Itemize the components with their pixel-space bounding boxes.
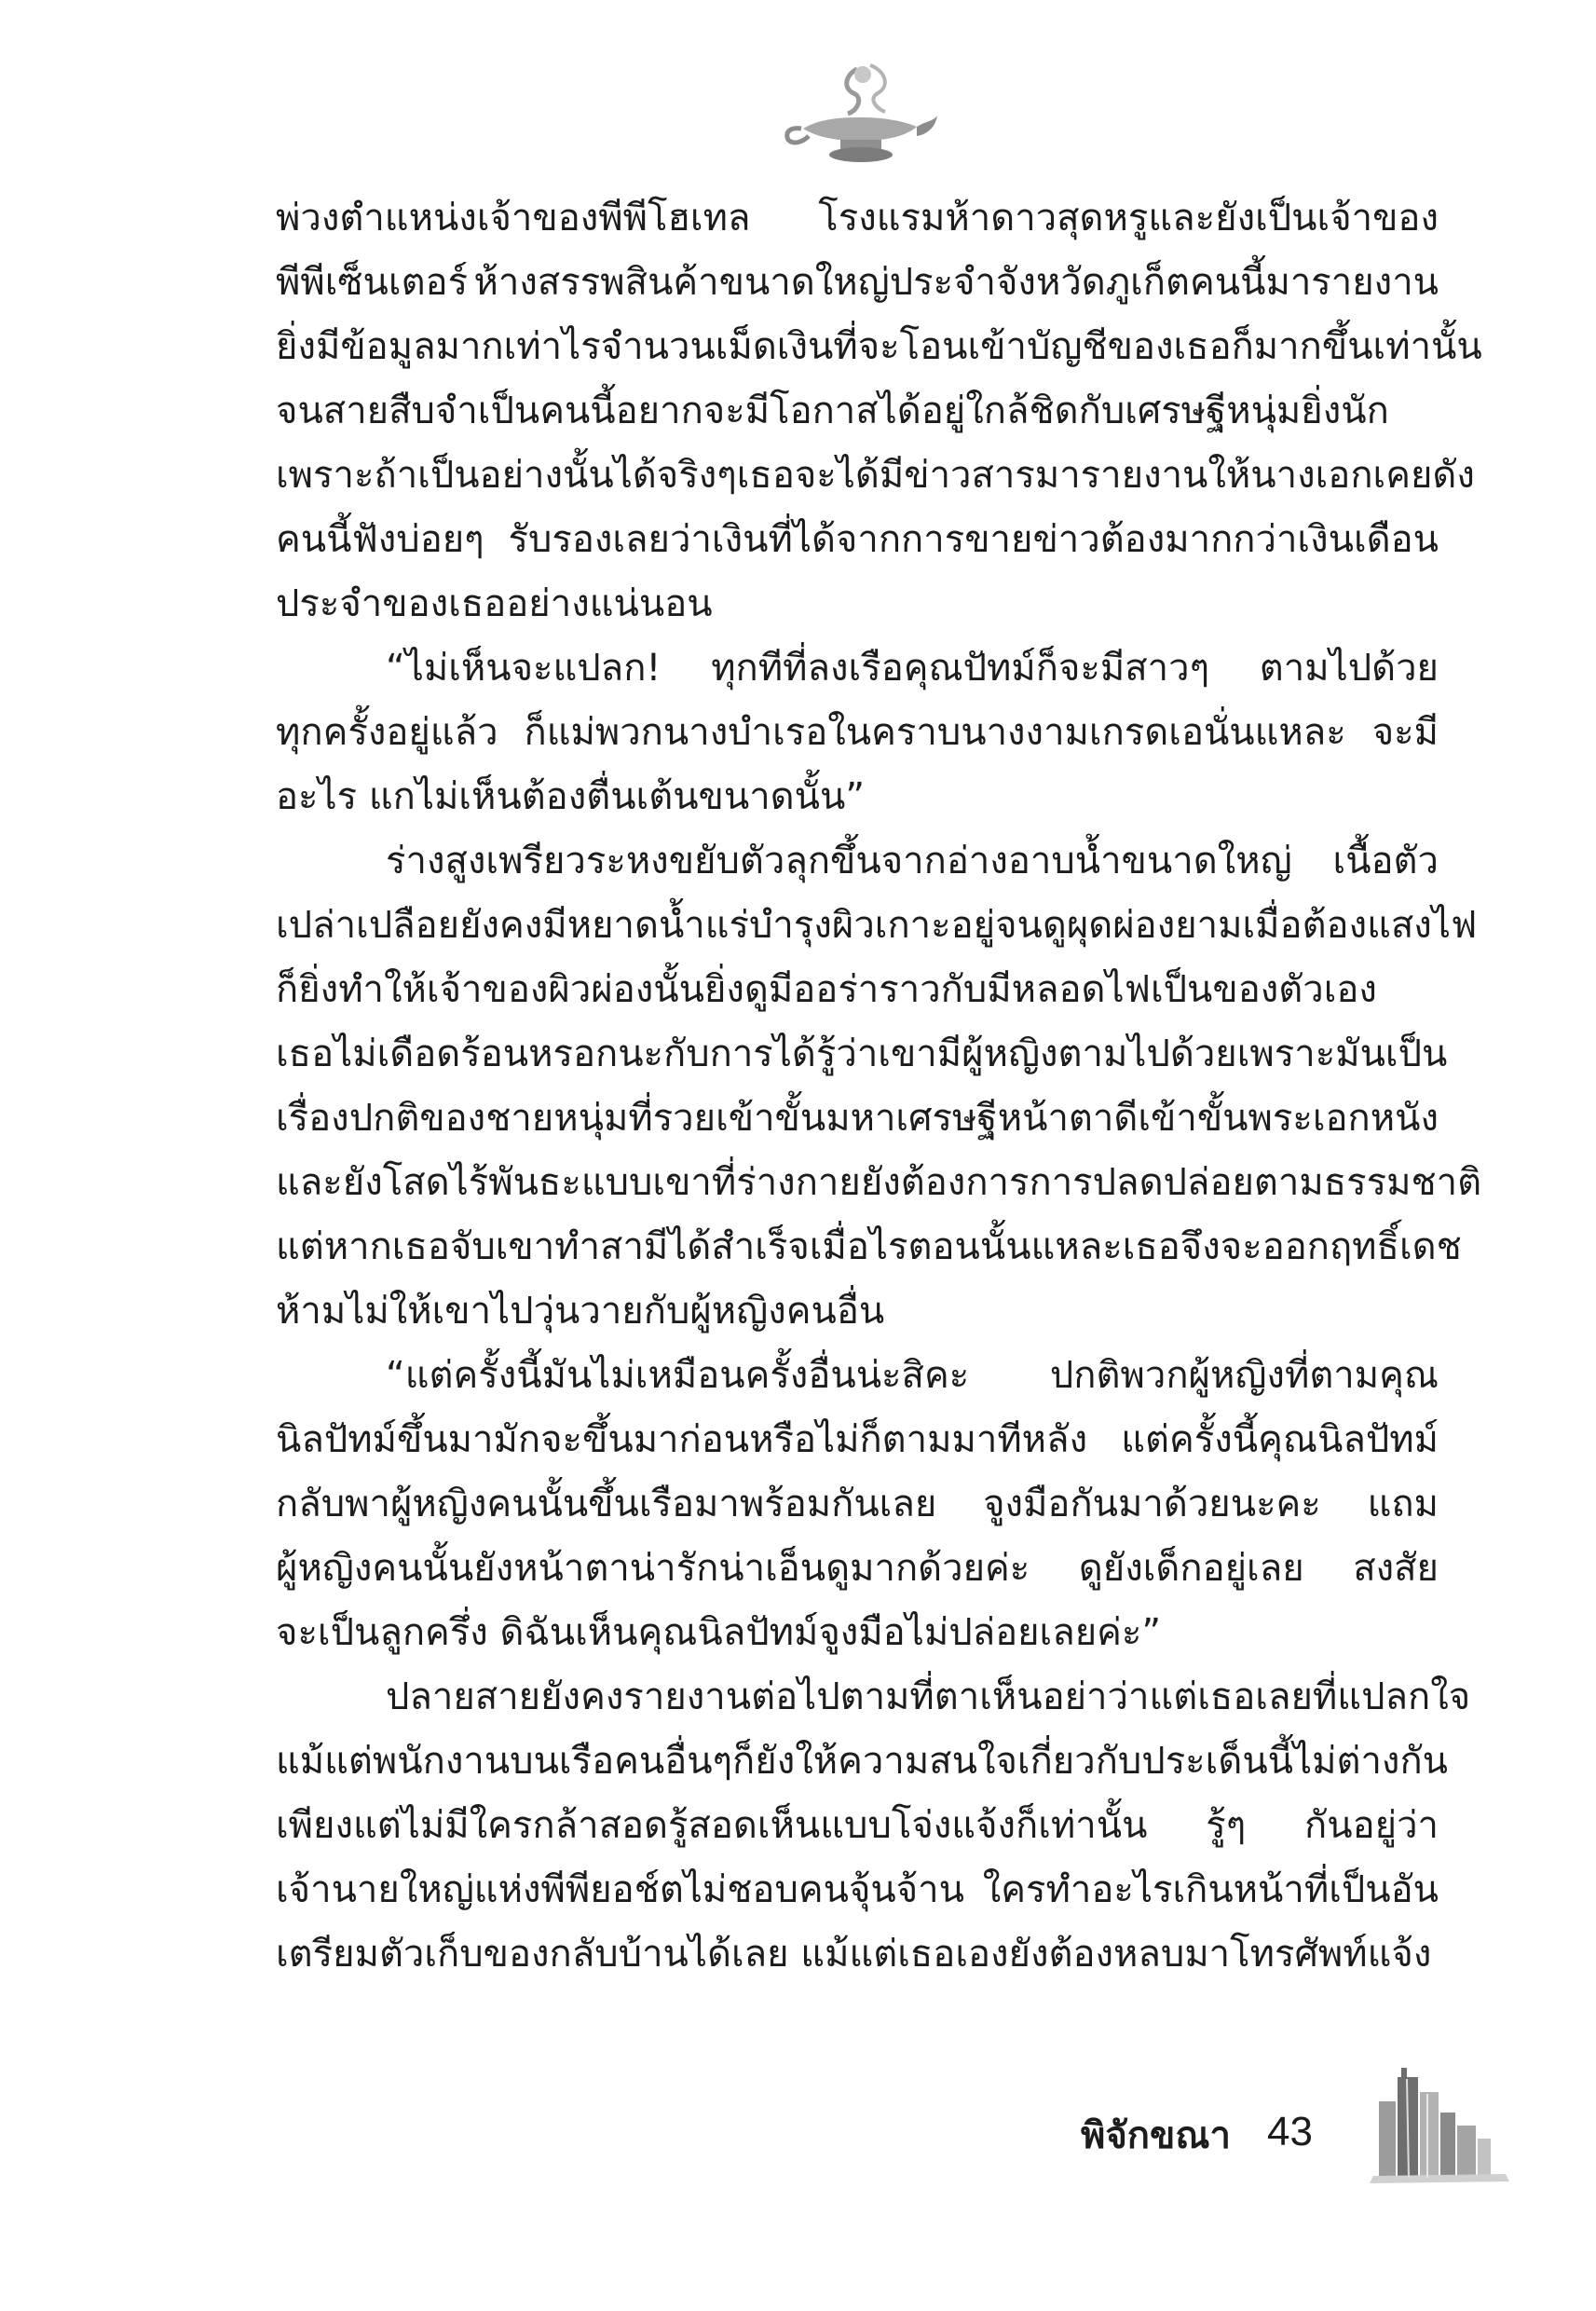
text-line: จะเป็นลูกครึ่ง ดิฉันเห็นคุณนิลปัทม์จูงมือไม่ปล่อยเลยค่ะ” bbox=[276, 1611, 1162, 1654]
text-line: ประจำของเธออย่างแน่นอน bbox=[276, 582, 713, 625]
page-number: 43 bbox=[1267, 2109, 1313, 2154]
body-text bbox=[276, 186, 1482, 1987]
text-line: พีพีเซ็นเตอร์ ห้างสรรพสินค้าขนาดใหญ่ประจำจังหวัดภูเก็ตคนนี้มารายงาน bbox=[276, 261, 1439, 304]
text-line: ผู้หญิงคนนั้นยังหน้าตาน่ารักน่าเอ็นดูมากด้วยค่ะ ดูยังเด็กอยู่เลย สงสัย bbox=[276, 1547, 1439, 1590]
text-line: เปล่าเปลือยยังคงมีหยาดน้ำแร่บำรุงผิวเกาะอยู่จนดูผุดผ่อง ยามเมื่อต้องแสงไฟ bbox=[276, 904, 1478, 947]
text-line: นิลปัทม์ขึ้นมามักจะขึ้นมาก่อนหรือไม่ก็ตามมาทีหลัง แต่ครั้งนี้คุณนิลปัทม์ bbox=[276, 1418, 1439, 1461]
text-line: จนสายสืบจำเป็นคนนี้อยากจะมีโอกาสได้อยู่ใกล้ชิดกับเศรษฐีหนุ่มยิ่งนัก bbox=[276, 390, 1389, 432]
text-line: “ไม่เห็นจะแปลก! ทุกทีที่ลงเรือคุณปัทม์ก็จะมีสาวๆ ตามไปด้วย bbox=[386, 647, 1439, 690]
text-line: อะไร แกไม่เห็นต้องตื่นเต้นขนาดนั้น” bbox=[276, 775, 866, 818]
text-line: เพียงแต่ไม่มีใครกล้าสอดรู้สอดเห็นแบบโจ่งแจ้งก็เท่านั้น รู้ๆ กันอยู่ว่า bbox=[276, 1804, 1439, 1847]
text-line: ปลายสายยังคงรายงานต่อไปตามที่ตาเห็น อย่าว่าแต่เธอเลยที่แปลกใจ bbox=[386, 1675, 1471, 1718]
text-line: คนนี้ฟังบ่อยๆ รับรองเลยว่าเงินที่ได้จากการขายข่าวต้องมากกว่าเงินเดือน bbox=[276, 518, 1439, 561]
text-line: เตรียมตัวเก็บของกลับบ้านได้เลย แม้แต่เธอเองยังต้องหลบมาโทรศัพท์แจ้ง bbox=[276, 1933, 1432, 1976]
text-line: พ่วงตำแหน่งเจ้าของพีพีโฮเทล โรงแรมห้าดาวสุดหรูและยังเป็นเจ้าของ bbox=[276, 197, 1439, 239]
footer-book-title: พิจักขณา bbox=[1081, 2114, 1231, 2157]
magic-lamp-ornament-icon bbox=[781, 62, 939, 166]
text-line: แม้แต่พนักงานบนเรือคนอื่นๆ ก็ยังให้ความสนใจเกี่ยวกับประเด็นนี้ไม่ต่างกัน bbox=[276, 1740, 1449, 1783]
text-line: เธอไม่เดือดร้อนหรอกนะกับการได้รู้ว่าเขามีผู้หญิงตามไปด้วย เพราะมันเป็น bbox=[276, 1032, 1448, 1075]
text-line: “แต่ครั้งนี้มันไม่เหมือนครั้งอื่นน่ะสิคะ ปกติพวกผู้หญิงที่ตามคุณ bbox=[386, 1354, 1439, 1397]
city-skyline-icon bbox=[1370, 2064, 1509, 2185]
text-line: เจ้านายใหญ่แห่งพีพียอช์ตไม่ชอบคนจุ้นจ้าน ใครทำอะไรเกินหน้าที่เป็นอัน bbox=[276, 1868, 1439, 1911]
text-line: เรื่องปกติของชายหนุ่มที่รวยเข้าขั้นมหาเศรษฐี หน้าตาดีเข้าขั้นพระเอกหนัง bbox=[276, 1097, 1439, 1140]
text-line: เพราะถ้าเป็นอย่างนั้นได้จริงๆ เธอจะได้มีข่าวสารมารายงานให้นางเอกเคยดัง bbox=[276, 454, 1475, 497]
text-line: กลับพาผู้หญิงคนนั้นขึ้นเรือมาพร้อมกันเลย จูงมือกันมาด้วยนะคะ แถม bbox=[276, 1483, 1439, 1525]
text-line: แต่หากเธอจับเขาทำสามีได้สำเร็จเมื่อไร ตอนนั้นแหละเธอจึงจะออกฤทธิ์เดช bbox=[276, 1225, 1462, 1268]
text-line: และยังโสดไร้พันธะแบบเขาที่ร่างกายยังต้องการการปลดปล่อยตามธรรมชาติ bbox=[276, 1161, 1482, 1204]
text-line: ทุกครั้งอยู่แล้ว ก็แม่พวกนางบำเรอในคราบนางงามเกรดเอนั่นแหละ จะมี bbox=[276, 711, 1439, 754]
text-line: ร่างสูงเพรียวระหงขยับตัวลุกขึ้นจากอ่างอาบน้ำขนาดใหญ่ เนื้อตัว bbox=[386, 840, 1439, 882]
text-line: ยิ่งมีข้อมูลมากเท่าไร จำนวนเม็ดเงินที่จะโอนเข้าบัญชีของเธอก็มากขึ้นเท่านั้น bbox=[276, 325, 1482, 368]
text-line: ก็ยิ่งทำให้เจ้าของผิวผ่องนั้นยิ่งดูมีออร่าราวกับมีหลอดไฟเป็นของตัวเอง bbox=[276, 968, 1377, 1011]
text-line: ห้ามไม่ให้เขาไปวุ่นวายกับผู้หญิงคนอื่น bbox=[276, 1290, 885, 1333]
